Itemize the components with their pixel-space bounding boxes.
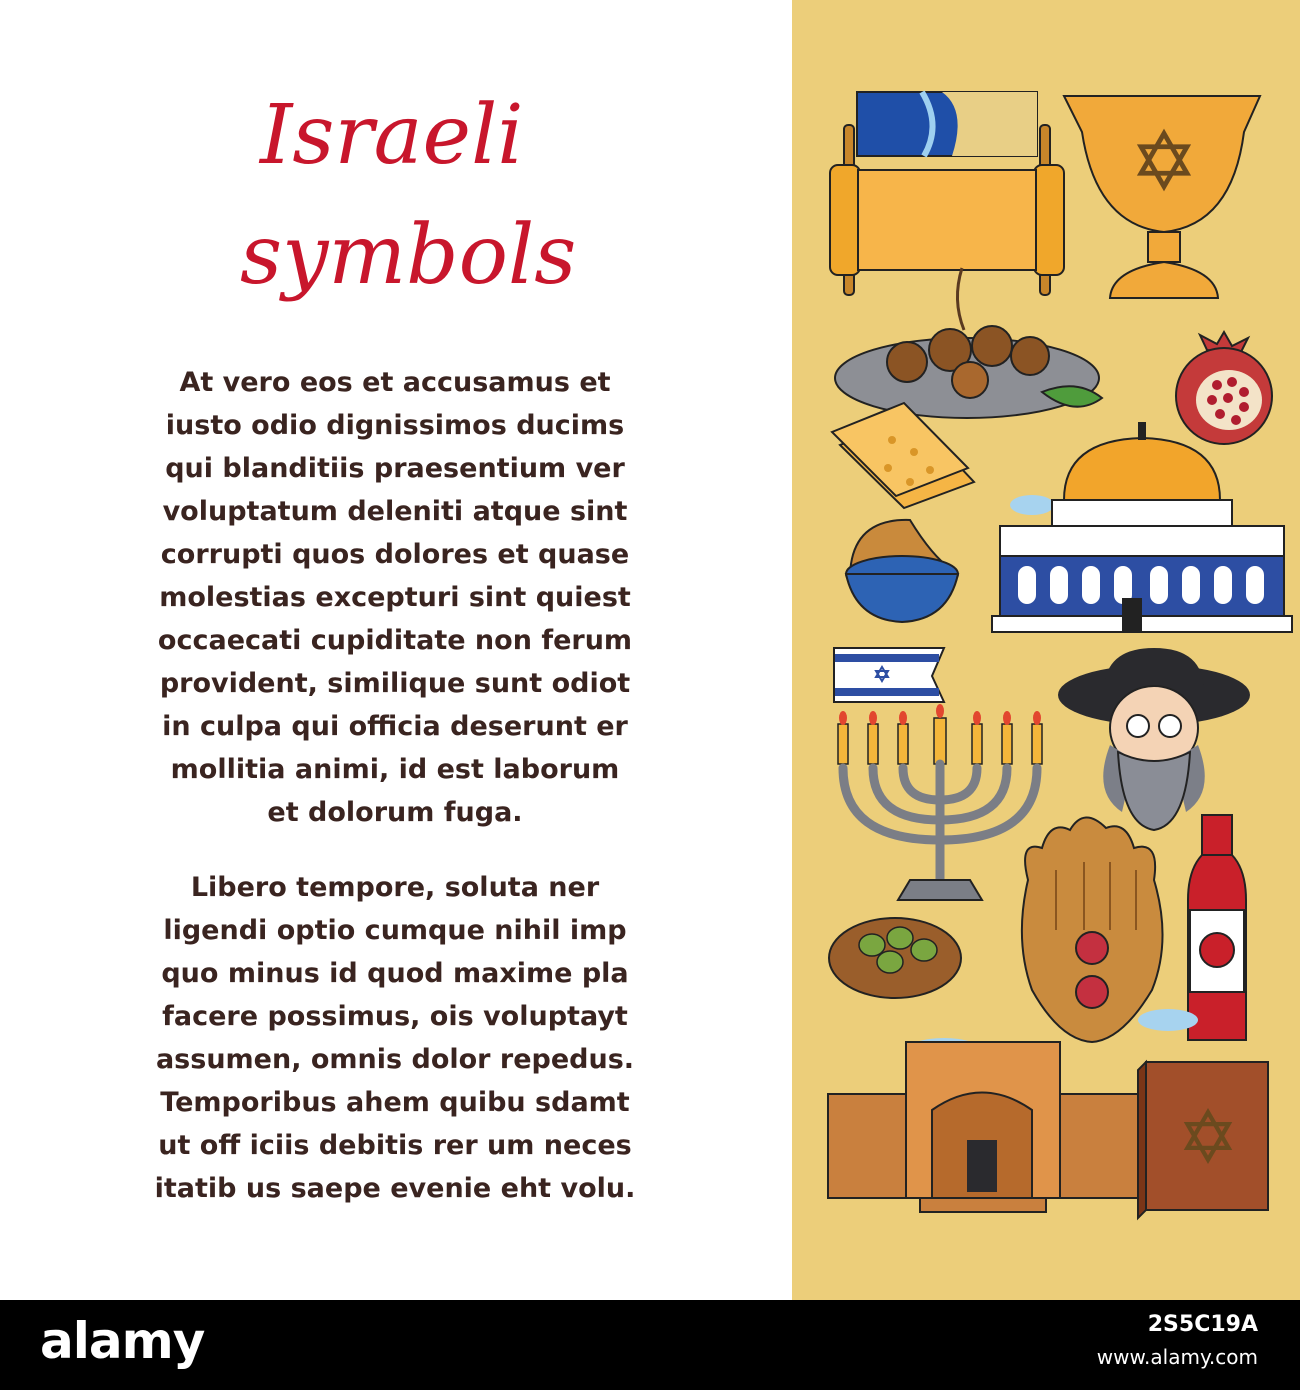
footer-bar (0, 1300, 1300, 1390)
dome-of-the-rock-icon (992, 422, 1292, 632)
paragraph-line: Temporibus ahem quibu sdamt (160, 1087, 630, 1118)
torah-scroll-icon (830, 92, 1064, 295)
paragraph-1 (125, 361, 665, 834)
paragraph-line: molestias excepturi sint quiest (159, 582, 631, 613)
menorah-icon (838, 704, 1042, 900)
paragraph-line: ut off iciis debitis rer um neces (158, 1130, 632, 1161)
paragraph-line: in culpa qui officia deserunt er (162, 711, 628, 742)
paragraph-line: Libero tempore, soluta ner (190, 872, 600, 903)
rabbi-icon (1058, 648, 1250, 830)
footer-code (1097, 1308, 1258, 1372)
paragraph-line: At vero eos et accusamus et (179, 367, 611, 398)
title-line-1: Israeli (260, 88, 524, 183)
paragraph-line: mollitia animi, id est laborum (170, 754, 620, 785)
paragraph-line: voluptatum deleniti atque sint (162, 496, 628, 527)
symbols-illustration (792, 0, 1300, 1300)
olives-bowl-icon (829, 918, 961, 998)
hamsa-icon (1022, 817, 1163, 1042)
paragraph-line: et dolorum fuga. (267, 797, 523, 828)
paragraph-line: provident, similique sunt odiot (159, 668, 631, 699)
image-id: 2S5C19A (1147, 1312, 1258, 1337)
paragraph-2 (125, 866, 665, 1210)
wine-bottle-icon (1188, 815, 1246, 1040)
hummus-bowl-icon (846, 520, 958, 622)
israel-flag-icon (834, 648, 944, 702)
paragraph-line: facere possimus, ois voluptayt (162, 1001, 628, 1032)
brand-logo: alamy (40, 1312, 205, 1370)
paragraph-line: assumen, omnis dolor repedus. (155, 1044, 635, 1075)
paragraph-line: ligendi optio cumque nihil imp (163, 915, 627, 946)
paragraph-line: quo minus id quod maxime pla (161, 958, 629, 989)
paragraph-line: itatib us saepe evenie eht volu. (154, 1173, 636, 1204)
paragraph-line: iusto odio dignissimos ducims (165, 410, 625, 441)
paragraph-line: occaecati cupiditate non ferum (157, 625, 633, 656)
paragraph-line: corrupti quos dolores et quase (160, 539, 630, 570)
paragraph-line: qui blanditiis praesentium ver (165, 453, 625, 484)
title-line-2: symbols (240, 208, 577, 303)
kiddush-cup-icon (1064, 96, 1260, 298)
pomegranate-icon (1176, 332, 1272, 444)
holy-book-icon (1138, 1062, 1268, 1218)
falafel-plate-icon (835, 268, 1102, 418)
stock-url: www.alamy.com (1096, 1345, 1258, 1369)
title (200, 70, 620, 330)
symbols-panel (792, 0, 1300, 1300)
